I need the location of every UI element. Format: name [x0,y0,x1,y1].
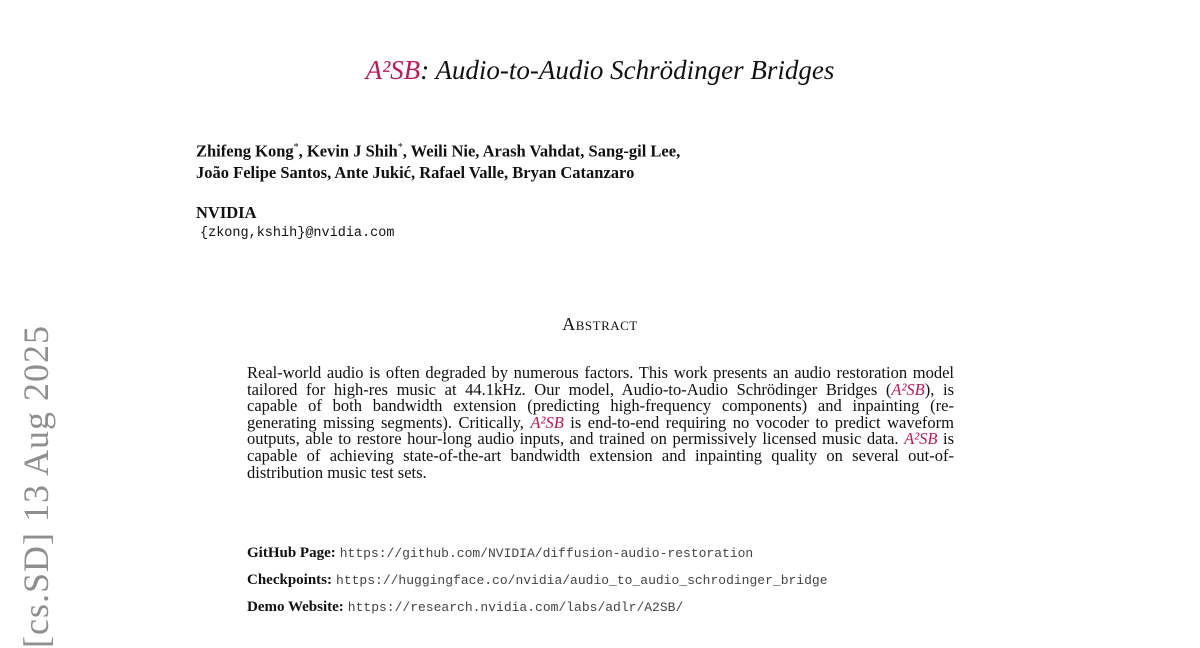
abstract-text: Real-world audio is often degraded by numerous factors. This work presents an audio restoration model tailored for high-res music at 44.1kHz. Our model, Audio-to-Audio Schrödinger Bridges ( [247,363,954,399]
model-name-ref: A²SB [891,379,925,399]
checkpoints-label: Checkpoints: [247,572,333,588]
demo-label: Demo Website: [247,599,344,615]
author-name: Zhifeng Kong [196,141,294,161]
equal-contribution-mark: * [293,142,299,153]
checkpoints-url[interactable]: https://huggingface.co/nvidia/audio_to_audio_schrodinger_bridge [336,573,828,588]
abstract-heading: Abstract [562,314,638,334]
github-label: GitHub Page: [247,545,336,561]
model-name-ref: A²SB [904,429,938,449]
github-link-row [247,545,753,562]
model-name-ref: A²SB [530,412,564,432]
paper-title [0,55,1200,86]
title-text: : Audio-to-Audio Schrödinger Bridges [420,55,835,85]
arxiv-identifier: [cs.SD] 13 Aug 2025 [16,325,56,648]
abstract-text: ), is capable of both bandwidth extension (predicting high-frequency components) and inpainting (re-generating missing segments). Critically, [247,379,954,432]
author-list [196,137,680,183]
github-url[interactable]: https://github.com/NVIDIA/diffusion-audio-restoration [339,546,754,561]
affiliation: NVIDIA [196,203,257,222]
abstract-text: is end-to-end requiring no vocoder to predict waveform outputs, able to restore hour-long audio inputs, and trained on permissively licensed music data. [247,412,954,449]
abstract-text: is capable of achieving state-of-the-art bandwidth extension and inpainting quality on several out-of-distribution music test sets. [247,429,954,482]
author-line-2: João Felipe Santos, Ante Jukić, Rafael Valle, Bryan Catanzaro [196,162,635,182]
abstract-body [247,365,954,481]
demo-link-row [247,599,683,616]
author-names: Weili Nie, Arash Vahdat, Sang-gil Lee, [410,141,681,161]
demo-url[interactable]: https://research.nvidia.com/labs/adlr/A2SB/ [347,600,684,615]
author-line-1: Zhifeng Kong*, Kevin J Shih*, Weili Nie, Arash Vahdat, Sang-gil Lee, [196,141,681,161]
equal-contribution-mark: * [397,142,403,153]
author-name: Kevin J Shih [306,141,398,161]
contact-email[interactable]: {zkong,kshih}@nvidia.com [200,226,395,241]
title-model-name: A²SB [365,55,421,85]
checkpoints-link-row [247,572,828,589]
